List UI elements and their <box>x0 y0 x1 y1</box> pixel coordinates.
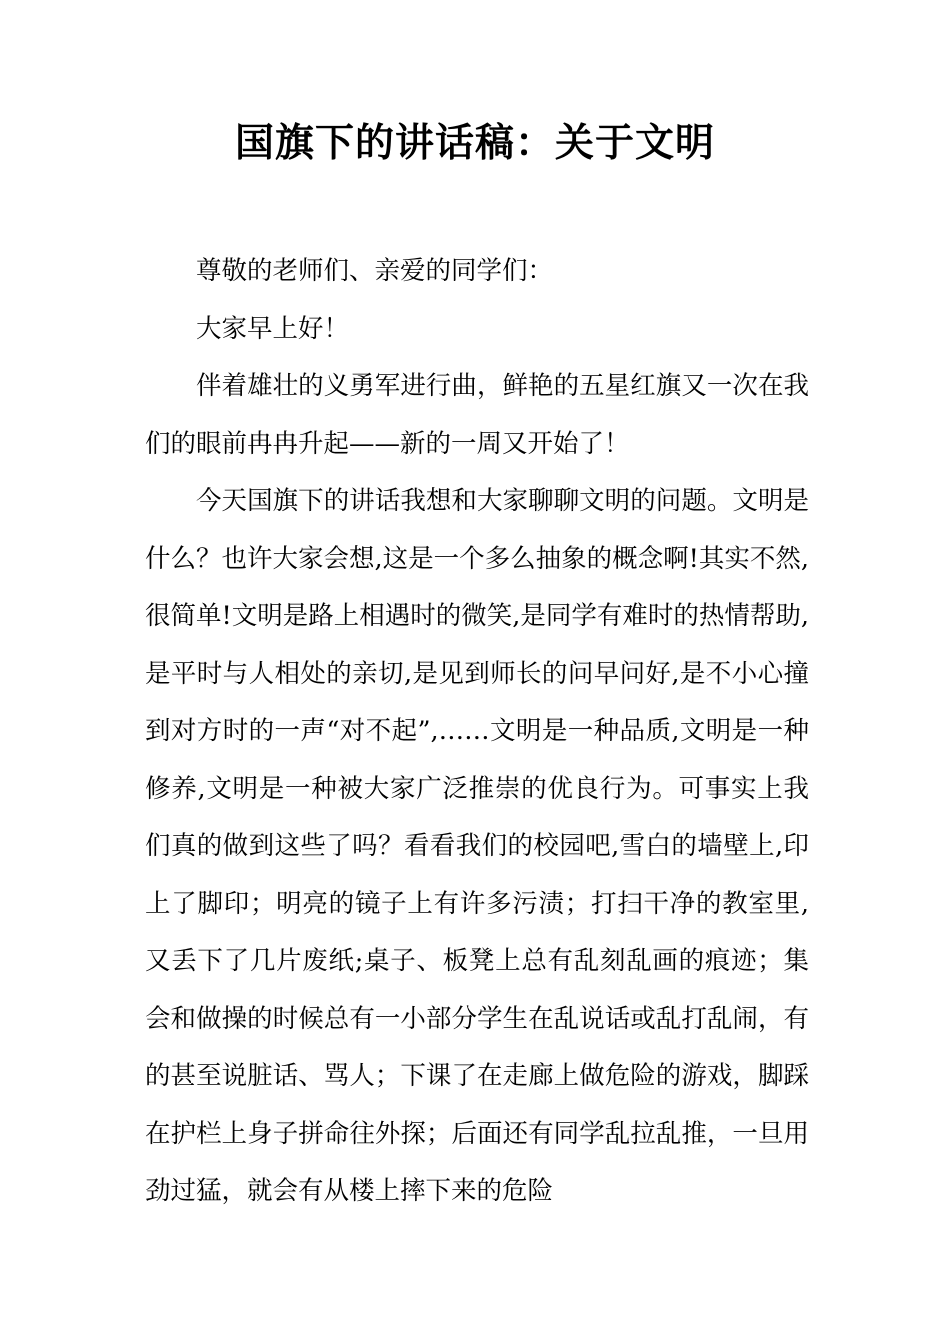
paragraph-salutation: 尊敬的老师们、亲爱的同学们： <box>196 256 554 286</box>
document-title: 国旗下的讲话稿：关于文明 <box>234 121 715 166</box>
document-body <box>145 243 809 1221</box>
paragraph-civility: 今天国旗下的讲话我想和大家聊聊文明的问题。文明是什么？也许大家会想,这是一个多么抽象的概念啊!其实不然,很简单!文明是路上相遇时的微笑,是同学有难时的热情帮助,是平时与人相处的亲切,是见到师长的问早问好,是不小心撞到对方时的一声“对不起”,……文明是一种品质,文明是一种修养,文明是一种被大家广泛推崇的优良行为。可事实上我们真的做到这些了吗？看看我们的校园吧,雪白的墙壁上,印上了脚印；明亮的镜子上有许多污渍；打扫干净的教室里,又丢下了几片废纸;桌子、板凳上总有乱刻乱画的痕迹；集会和做操的时候总有一小部分学生在乱说话或乱打乱闹，有的甚至说脏话、骂人；下课了在走廊上做危险的游戏，脚踩在护栏上身子拼命往外探；后面还有同学乱拉乱推，一旦用劲过猛，就会有从楼上摔下来的危险 <box>145 486 809 1206</box>
paragraph-flag-raising: 伴着雄壮的义勇军进行曲，鲜艳的五星红旗又一次在我们的眼前冉冉升起——新的一周又开始了！ <box>145 371 809 459</box>
paragraph-greeting: 大家早上好！ <box>196 313 350 344</box>
